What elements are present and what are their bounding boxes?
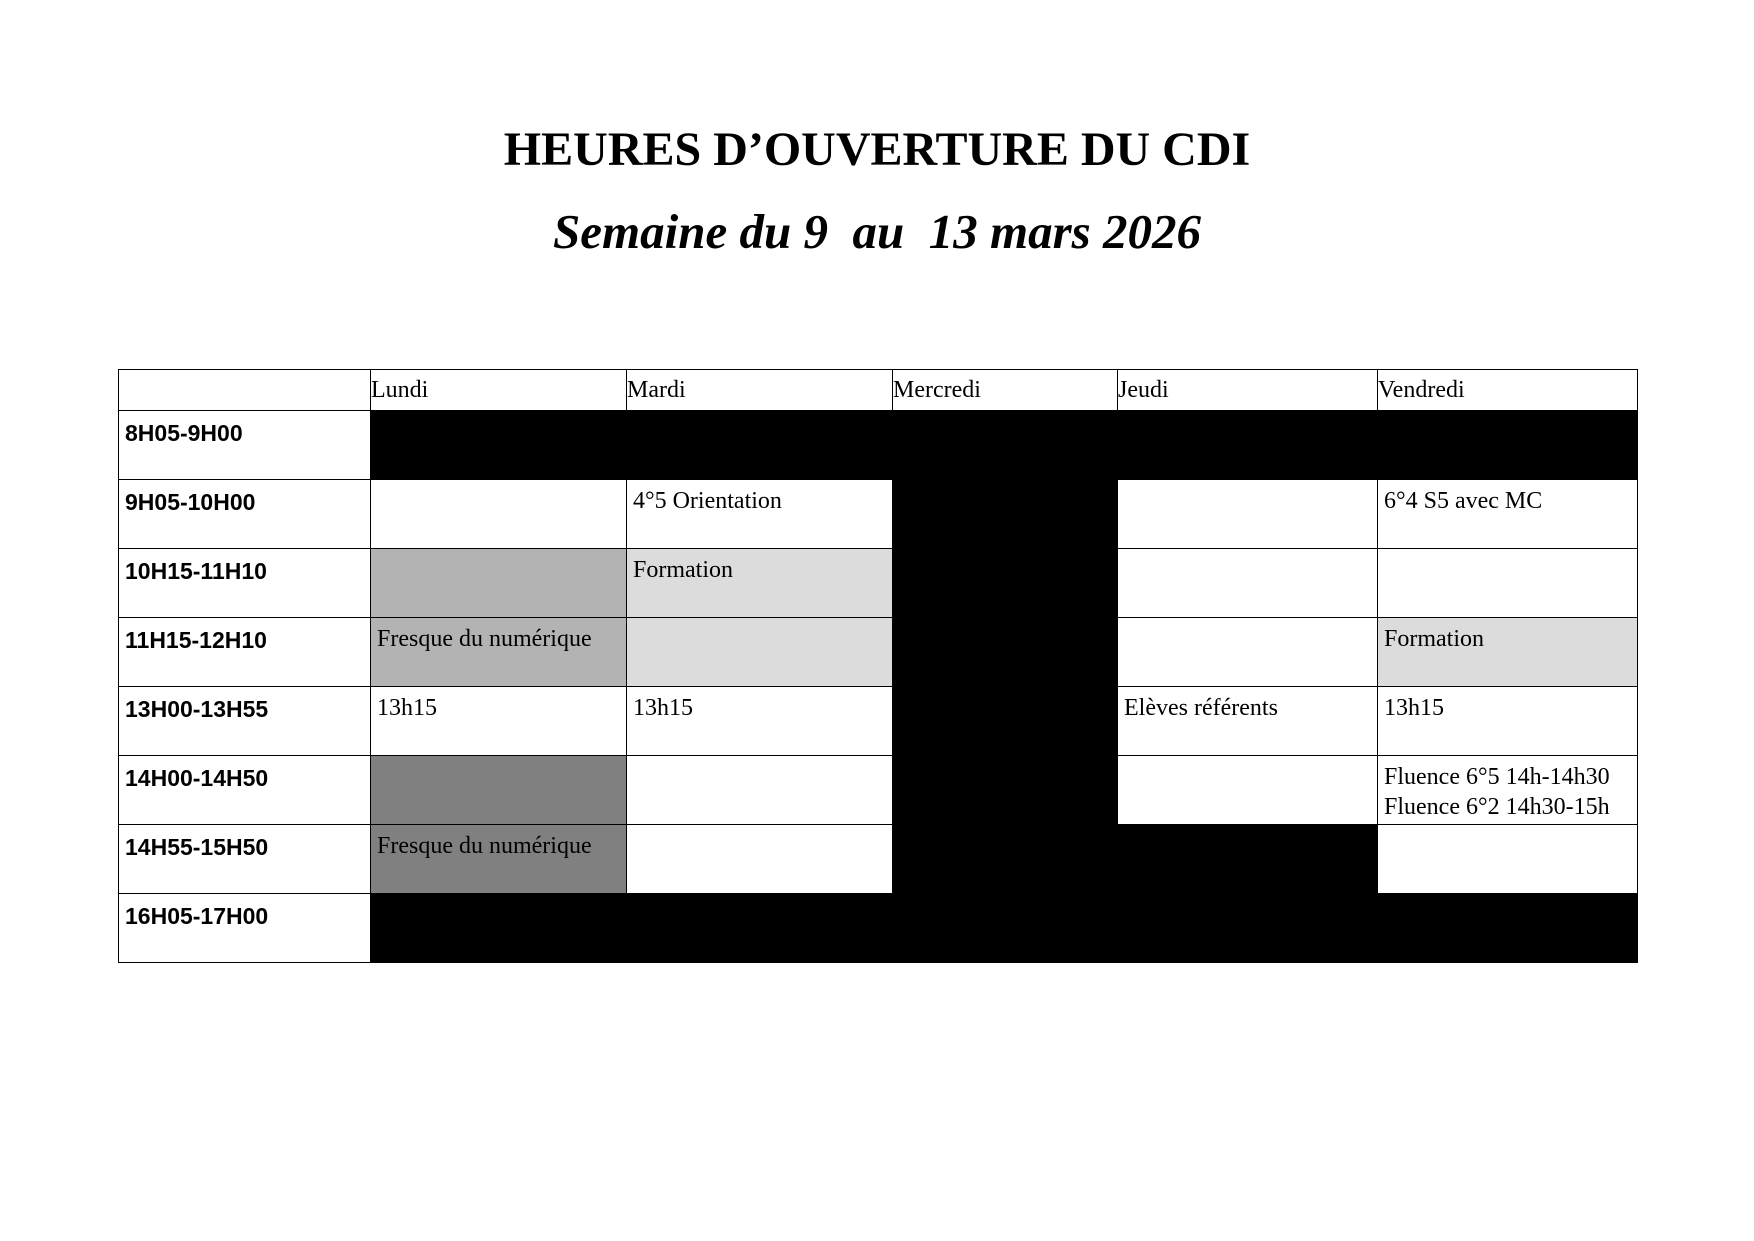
- schedule-cell-mardi: [627, 756, 893, 825]
- schedule-cell-lundi: [371, 894, 627, 963]
- time-slot-label: 11H15-12H10: [119, 618, 371, 687]
- cell-activity-text: 4°5 Orientation: [633, 488, 782, 514]
- schedule-cell-lundi: [371, 687, 627, 756]
- cell-activity-text: 13h15: [1384, 695, 1444, 721]
- time-slot-row: [119, 549, 1638, 618]
- cell-activity-text: Fresque du numérique: [377, 833, 592, 859]
- schedule-cell-mercredi: [893, 480, 1118, 549]
- schedule-cell-jeudi: [1118, 756, 1378, 825]
- time-slot-label: 16H05-17H00: [119, 894, 371, 963]
- schedule-cell-vendredi: [1378, 480, 1638, 549]
- cell-activity-text: 13h15: [633, 695, 693, 721]
- schedule-cell-vendredi: [1378, 549, 1638, 618]
- schedule-cell-mardi: [627, 825, 893, 894]
- schedule-cell-lundi: [371, 411, 627, 480]
- schedule-cell-vendredi: [1378, 618, 1638, 687]
- time-slot-label: 13H00-13H55: [119, 687, 371, 756]
- schedule-cell-jeudi: [1118, 618, 1378, 687]
- schedule-cell-mercredi: [893, 411, 1118, 480]
- schedule-cell-lundi: [371, 549, 627, 618]
- time-slot-row: [119, 894, 1638, 963]
- cell-activity-text: 13h15: [377, 695, 437, 721]
- week-subtitle: Semaine du 9 au 13 mars 2026: [553, 204, 1201, 259]
- time-slot-row: [119, 825, 1638, 894]
- opening-hours-table: [118, 369, 1638, 963]
- page-title: HEURES D’OUVERTURE DU CDI: [503, 123, 1251, 176]
- schedule-cell-mardi: [627, 549, 893, 618]
- cell-activity-text: 6°4 S5 avec MC: [1384, 488, 1543, 514]
- schedule-cell-mercredi: [893, 687, 1118, 756]
- schedule-cell-lundi: [371, 756, 627, 825]
- cell-activity-text: Formation: [633, 557, 733, 583]
- schedule-cell-mercredi: [893, 756, 1118, 825]
- schedule-cell-vendredi: [1378, 411, 1638, 480]
- cell-activity-text: Formation: [1384, 626, 1484, 652]
- schedule-cell-lundi: [371, 825, 627, 894]
- time-slot-row: [119, 411, 1638, 480]
- cell-activity-text: Fluence 6°2 14h30-15h: [1384, 794, 1610, 820]
- cell-activity-text: Fluence 6°5 14h-14h30: [1384, 764, 1610, 790]
- time-slot-label: 10H15-11H10: [119, 549, 371, 618]
- schedule-cell-mercredi: [893, 825, 1118, 894]
- day-header-vendredi: Vendredi: [1378, 370, 1638, 411]
- schedule-cell-lundi: [371, 618, 627, 687]
- time-slot-label: 14H55-15H50: [119, 825, 371, 894]
- schedule-cell-lundi: [371, 480, 627, 549]
- schedule-cell-mardi: [627, 687, 893, 756]
- cell-activity-text: Elèves référents: [1124, 695, 1278, 721]
- corner-cell: [119, 370, 371, 411]
- schedule-cell-mercredi: [893, 618, 1118, 687]
- day-header-mardi: Mardi: [627, 370, 893, 411]
- schedule-cell-jeudi: [1118, 825, 1378, 894]
- header-row: [119, 370, 1638, 411]
- schedule-cell-vendredi: [1378, 756, 1638, 825]
- day-header-mercredi: Mercredi: [893, 370, 1118, 411]
- schedule-body: [119, 411, 1638, 963]
- schedule-cell-mardi: [627, 894, 893, 963]
- schedule-cell-mercredi: [893, 894, 1118, 963]
- time-slot-row: [119, 480, 1638, 549]
- time-slot-label: 9H05-10H00: [119, 480, 371, 549]
- time-slot-row: [119, 618, 1638, 687]
- time-slot-row: [119, 756, 1638, 825]
- schedule-cell-mardi: [627, 411, 893, 480]
- schedule-cell-jeudi: [1118, 687, 1378, 756]
- schedule-cell-mardi: [627, 618, 893, 687]
- time-slot-row: [119, 687, 1638, 756]
- day-header-lundi: Lundi: [371, 370, 627, 411]
- schedule-cell-jeudi: [1118, 411, 1378, 480]
- cell-activity-text: Fresque du numérique: [377, 626, 592, 652]
- schedule-cell-jeudi: [1118, 894, 1378, 963]
- schedule-cell-vendredi: [1378, 687, 1638, 756]
- schedule-cell-vendredi: [1378, 894, 1638, 963]
- schedule-cell-mardi: [627, 480, 893, 549]
- schedule-cell-jeudi: [1118, 480, 1378, 549]
- schedule-cell-mercredi: [893, 549, 1118, 618]
- time-slot-label: 14H00-14H50: [119, 756, 371, 825]
- schedule-cell-jeudi: [1118, 549, 1378, 618]
- time-slot-label: 8H05-9H00: [119, 411, 371, 480]
- day-header-jeudi: Jeudi: [1118, 370, 1378, 411]
- schedule-cell-vendredi: [1378, 825, 1638, 894]
